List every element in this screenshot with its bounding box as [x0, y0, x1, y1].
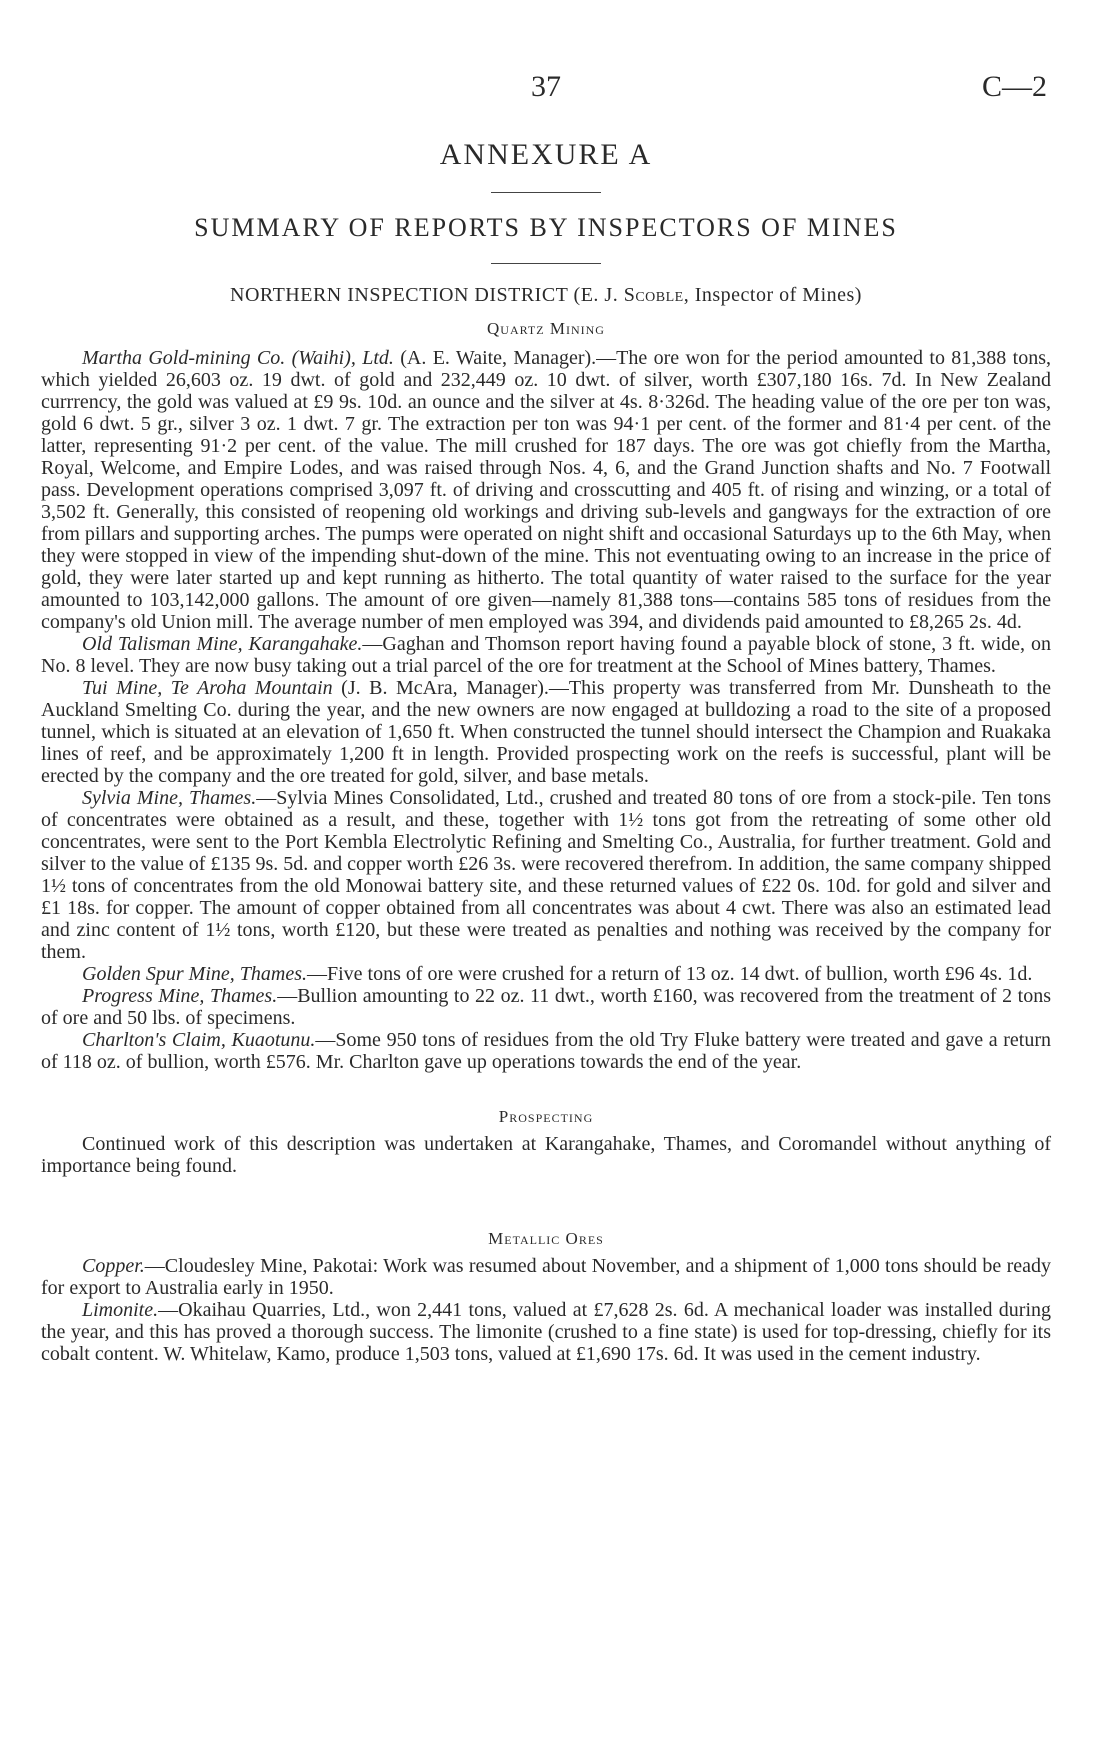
- paragraph-golden-spur: [41, 963, 1051, 985]
- paragraph-lead: Copper.: [82, 1255, 145, 1277]
- paragraph-text: —Five tons of ore were crushed for a return of 13 oz. 14 dwt. of bullion, worth £96 4s. 1d.: [306, 963, 1033, 985]
- title-divider: [491, 192, 601, 193]
- paragraph-lead: Charlton's Claim, Kuaotunu.: [82, 1029, 316, 1051]
- paragraph-martha: [41, 347, 1051, 633]
- paragraph-text: —Cloudesley Mine, Pakotai: Work was resumed about November, and a shipment of 1,000 tons should be ready for export to Australia early in 1950.: [41, 1255, 1051, 1299]
- paragraph-text: Continued work of this description was undertaken at Karangahake, Thames, and Coromandel without anything of importance being found.: [41, 1133, 1051, 1177]
- district-heading: [41, 284, 1051, 307]
- page-number: 37: [531, 70, 561, 103]
- paragraph-text: —Okaihau Quarries, Ltd., won 2,441 tons, valued at £7,628 2s. 6d. A mechanical loader was installed during the year, and this has proved a thorough success. The limonite (crushed to a fine state) is used for top-dressing, chiefly for its cobalt content. W. Whitelaw, Kamo, produce 1,503 tons, valued at £1,690 17s. 6d. It was used in the cement industry.: [41, 1299, 1051, 1365]
- section-heading-metallic-ores: Metallic Ores: [488, 1229, 604, 1248]
- paragraph-lead: Progress Mine, Thames.: [82, 985, 278, 1007]
- district-suffix: , Inspector of Mines): [683, 284, 862, 306]
- paragraph-text: —Bullion amounting to 22 oz. 11 dwt., worth £160, was recovered from the treatment of 2 tons of ore and 50 lbs. of specimens.: [41, 985, 1051, 1029]
- district-prefix: NORTHERN INSPECTION DISTRICT (E. J.: [230, 284, 624, 306]
- summary-divider: [491, 263, 601, 264]
- paragraph-copper: [41, 1255, 1051, 1299]
- paragraph-sylvia: [41, 787, 1051, 963]
- paragraph-lead: Martha Gold-mining Co. (Waihi), Ltd.: [82, 347, 394, 369]
- paragraph-text: —Some 950 tons of residues from the old Try Fluke battery were treated and gave a return of 118 oz. of bullion, worth £576. Mr. Charlton gave up operations towards the end of the year.: [41, 1029, 1051, 1073]
- page-header: [41, 0, 1051, 110]
- paragraph-lead: Limonite.: [82, 1299, 159, 1321]
- inspector-name: Scoble: [623, 284, 684, 306]
- paragraph-old-talisman: [41, 633, 1051, 677]
- section-heading-quartz-mining: Quartz Mining: [487, 319, 605, 338]
- paragraph-text: —Gaghan and Thomson report having found a payable block of stone, 3 ft. wide, on No. 8 level. They are now busy taking out a trial parcel of the ore for treatment at the School of Mines battery, Thames.: [41, 633, 1051, 677]
- document-page: [41, 0, 1051, 1753]
- paragraph-lead: Sylvia Mine, Thames.: [82, 787, 257, 809]
- paragraph-limonite: [41, 1299, 1051, 1365]
- document-reference: C—2: [981, 70, 1047, 103]
- paragraph-charlton: [41, 1029, 1051, 1073]
- paragraph-progress: [41, 985, 1051, 1029]
- section-heading-prospecting: Prospecting: [498, 1107, 594, 1126]
- paragraph-tui: [41, 677, 1051, 787]
- paragraph-text: —Sylvia Mines Consolidated, Ltd., crushed and treated 80 tons of ore from a stock-pile. Ten tons of concentrates were obtained as a result, and these, together with 1½ tons got from the retreating of some other old concentrates, were sent to the Port Kembla Electrolytic Refining and Smelting Co., Australia, for further treatment. Gold and silver to the value of £135 9s. 5d. and copper worth £26 3s. were recovered therefrom. In addition, the same company shipped 1½ tons of concentrates from the old Monowai battery site, and these returned values of £22 0s. 10d. for gold and silver and £1 18s. for copper. The amount of copper obtained from all concentrates was about 4 cwt. There was also an estimated lead and zinc content of 1½ tons, worth £120, but these were treated as penalties and nothing was received by the company for them.: [41, 787, 1052, 963]
- paragraph-lead: Golden Spur Mine, Thames.: [82, 963, 307, 985]
- paragraph-lead: Old Talisman Mine, Karangahake.: [82, 633, 363, 655]
- paragraph-text: (A. E. Waite, Manager).—The ore won for the period amounted to 81,388 tons, which yielded 26,603 oz. 19 dwt. of gold and 232,449 oz. 10 dwt. of silver, worth £307,180 16s. 7d. In New Zealand currrency, the gold was valued at £9 9s. 10d. an ounce and the silver at 4s. 8·326d. The heading value of the ore per ton was, gold 6 dwt. 5 gr., silver 3 oz. 1 dwt. 7 gr. The extraction per ton was 94·1 per cent. of the former and 81·4 per cent. of the latter, representing 91·2 per cent. of the value. The mill crushed for 187 days. The ore was got chiefly from the Martha, Royal, Welcome, and Empire Lodes, and was raised through Nos. 4, 6, and the Grand Junction shafts and No. 7 Footwall pass. Development operations comprised 3,097 ft. of driving and crosscutting and 405 ft. of rising and winzing, or a total of 3,502 ft. Generally, this consisted of reopening old workings and driving sub-levels and gangways for the extraction of ore from pillars and supporting arches. The pumps were operated on night shift and occasional Saturdays up to the 6th May, when they were stopped in view of the impending shut-down of the mine. This not eventuating owing to an increase in the price of gold, they were later started up and kept running as hitherto. The total quantity of water raised to the surface for the year amounted to 103,142,000 gallons. The amount of ore given—namely 81,388 tons—contains 585 tons of residues from the company's old Union mill. The average number of men employed was 394, and dividends paid amounted to £8,265 2s. 4d.: [41, 347, 1051, 633]
- summary-title: SUMMARY OF REPORTS BY INSPECTORS OF MINES: [194, 213, 898, 242]
- paragraph-lead: Tui Mine, Te Aroha Mountain: [82, 677, 333, 699]
- annexure-title: ANNEXURE A: [439, 138, 653, 171]
- paragraph-text: (J. B. McAra, Manager).—This property was transferred from Mr. Dunsheath to the Auckland Smelting Co. during the year, and the new owners are now engaged at bulldozing a road to the site of a proposed tunnel, which is situated at an elevation of 1,650 ft. When constructed the tunnel should intersect the Champion and Ruakaka lines of reef, and be approximately 1,200 ft in length. Provided prospecting work on the reefs is successful, plant will be erected by the company and the ore treated for gold, silver, and base metals.: [41, 677, 1051, 787]
- paragraph-prospecting: [41, 1133, 1051, 1177]
